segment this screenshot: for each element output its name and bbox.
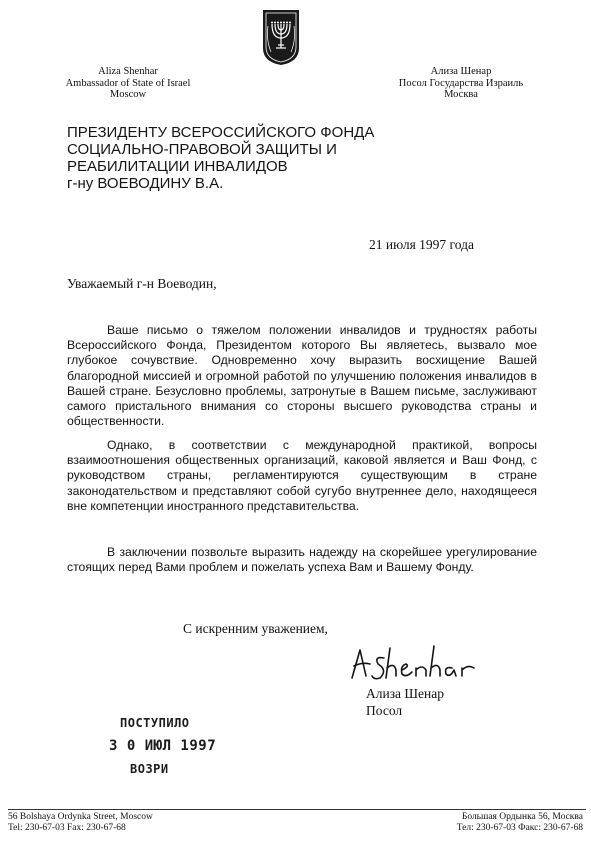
recipient-line: СОЦИАЛЬНО-ПРАВОВОЙ ЗАЩИТЫ И xyxy=(67,141,337,158)
sender-title-en: Ambassador of State of Israel xyxy=(65,77,191,89)
footer-address-ru: Большая Ордынка 56, Москва xyxy=(461,812,583,822)
body-paragraph: В заключении позвольте выразить надежду на скорейшее урегулирование стоящих перед Вами проблем и пожелать успеха Вам и Вашему Фонду. xyxy=(67,545,537,575)
recipient-address xyxy=(67,124,374,192)
footer-right xyxy=(457,812,583,834)
letterhead-left xyxy=(33,66,223,101)
salutation: Уважаемый г-н Воеводин, xyxy=(67,276,217,291)
closing-phrase: С искренним уважением, xyxy=(183,621,328,636)
stamp-date: 3 0 ИЮЛ 1997 xyxy=(109,738,217,754)
stamp-received-label: ПОСТУПИЛО xyxy=(120,716,190,730)
sender-name-ru: Ализа Шенар xyxy=(430,66,492,77)
recipient-line: г-ну ВОЕВОДИНУ В.А. xyxy=(67,175,224,192)
menorah-emblem-icon xyxy=(261,8,301,66)
handwritten-signature xyxy=(346,640,486,686)
body-paragraph: Ваше письмо о тяжелом положении инвалидов и трудностях работы Всероссийского Фонда, Президентом которого Вы являетесь, вызвало мое глубокое сочувствие. Одновременно хочу выразить восхищение Вашей благородной миссией и огромной работой по улучшению положения инвалидов в Вашей стране. Безусловно проблемы, затронутые в Вашем письме, заслуживают самого пристального внимания со стороны высшего руководства страны и общественности. xyxy=(67,323,537,429)
signer-title: Посол xyxy=(366,703,403,718)
footer-divider xyxy=(8,809,586,810)
sender-city-ru: Москва xyxy=(444,89,478,100)
letterhead-right xyxy=(366,66,556,101)
footer-phones-en: Tel: 230-67-03 Fax: 230-67-68 xyxy=(8,823,126,833)
footer-address-en: 56 Bolshaya Ordynka Street, Moscow xyxy=(8,812,153,822)
letter-date: 21 июля 1997 года xyxy=(369,237,474,252)
received-stamp xyxy=(104,716,216,776)
signer-name: Ализа Шенар xyxy=(366,686,444,701)
stamp-organization: ВОЗРИ xyxy=(130,762,169,776)
sender-name-en: Aliza Shenhar xyxy=(98,66,158,77)
recipient-line: РЕАБИЛИТАЦИИ ИНВАЛИДОВ xyxy=(67,158,288,175)
body-paragraph: Однако, в соответствии с международной практикой, вопросы взаимоотношения общественных организаций, каковой является и Ваш Фонд, с руководством страны, регламентируются существующим в стране законодательством и представляют собой сугубо внутреннее дело, находящееся вне компетенции иностранного представительства. xyxy=(67,438,537,513)
footer-phones-ru: Тел: 230-67-03 Факс: 230-67-68 xyxy=(456,823,583,833)
recipient-line: ПРЕЗИДЕНТУ ВСЕРОССИЙСКОГО ФОНДА xyxy=(67,124,375,141)
sender-title-ru: Посол Государства Израиль xyxy=(398,77,524,89)
sender-city-en: Moscow xyxy=(109,89,147,100)
footer-left xyxy=(8,812,153,834)
